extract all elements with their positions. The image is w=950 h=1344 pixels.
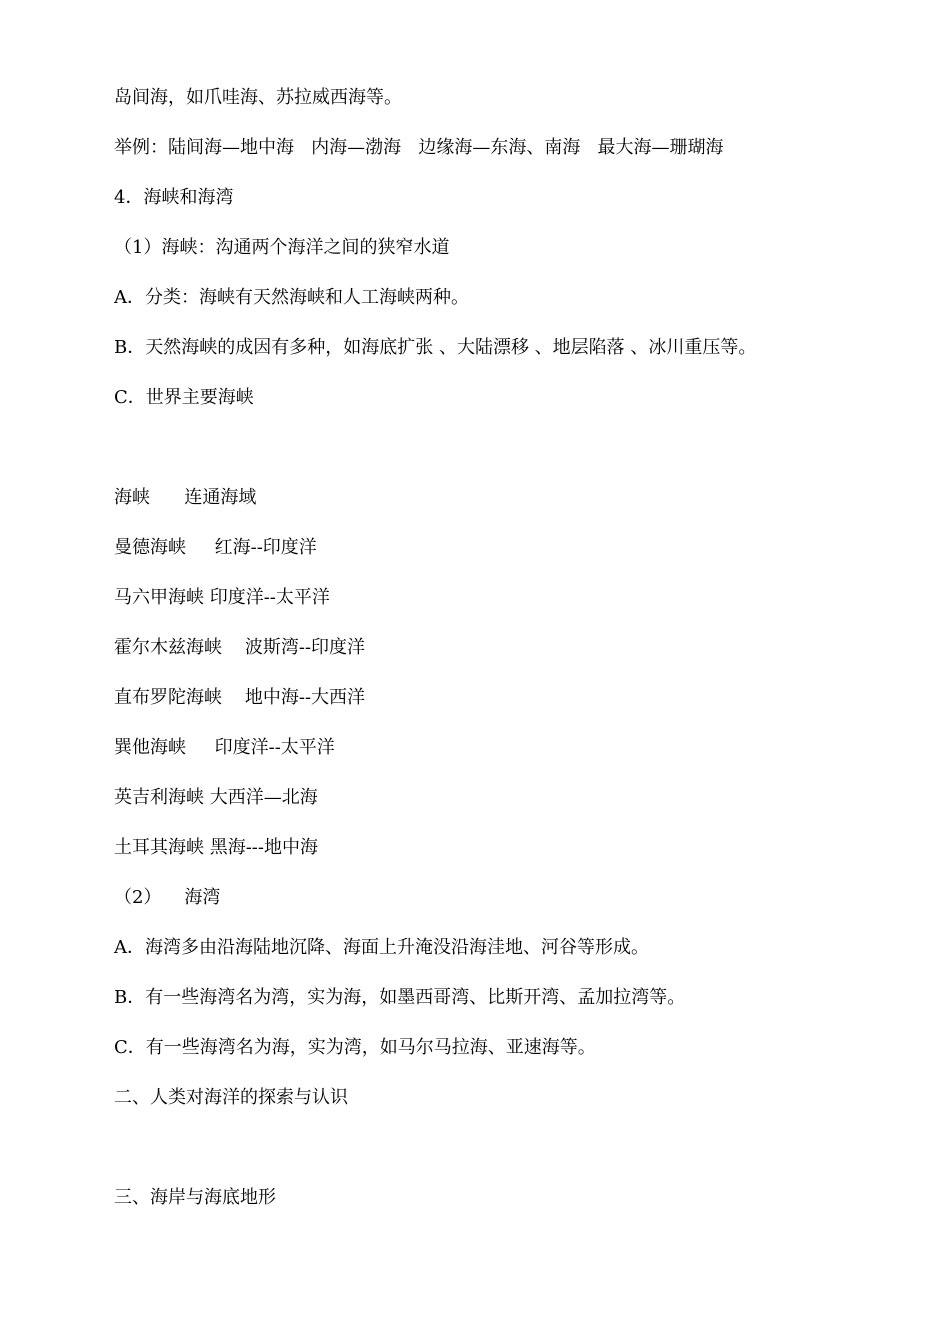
strait-row: 直布罗陀海峡 地中海--大西洋 [114, 687, 366, 708]
text-line-bays-called-bay: B．有一些海湾名为湾，实为海，如墨西哥湾、比斯开湾、孟加拉湾等。 [114, 987, 686, 1008]
text-line-islands-sea: 岛间海，如爪哇海、苏拉威西海等。 [114, 87, 402, 108]
text-line-bays-called-sea: C．有一些海湾名为海，实为湾，如马尔马拉海、亚速海等。 [114, 1037, 596, 1058]
strait-row: 马六甲海峡 印度洋--太平洋 [114, 587, 330, 608]
text-line-major-straits: C．世界主要海峡 [114, 387, 254, 408]
strait-table-header: 海峡 连通海域 [114, 487, 257, 508]
text-line-bay-formation: A．海湾多由沿海陆地沉降、海面上升淹没沿海洼地、河谷等形成。 [114, 937, 649, 958]
section-heading-coast-seafloor: 三、海岸与海底地形 [114, 1187, 276, 1208]
strait-row: 土耳其海峡 黑海---地中海 [114, 837, 318, 858]
text-line-strait-types: A．分类：海峡有天然海峡和人工海峡两种。 [114, 287, 469, 308]
strait-row: 霍尔木兹海峡 波斯湾--印度洋 [114, 637, 366, 658]
strait-row: 曼德海峡 红海--印度洋 [114, 537, 317, 558]
section-heading-straits-bays: 4．海峡和海湾 [114, 187, 234, 208]
text-line-examples: 举例：陆间海—地中海 内海—渤海 边缘海—东海、南海 最大海—珊瑚海 [114, 137, 724, 158]
section-heading-exploration: 二、人类对海洋的探索与认识 [114, 1087, 348, 1108]
strait-row: 英吉利海峡 大西洋—北海 [114, 787, 318, 808]
text-line-strait-causes: B．天然海峡的成因有多种，如海底扩张 、大陆漂移 、地层陷落 、冰川重压等。 [114, 337, 757, 358]
subheading-bays: （2） 海湾 [114, 887, 221, 908]
subheading-straits: （1）海峡：沟通两个海洋之间的狭窄水道 [114, 237, 450, 258]
strait-row: 巽他海峡 印度洋--太平洋 [114, 737, 335, 758]
